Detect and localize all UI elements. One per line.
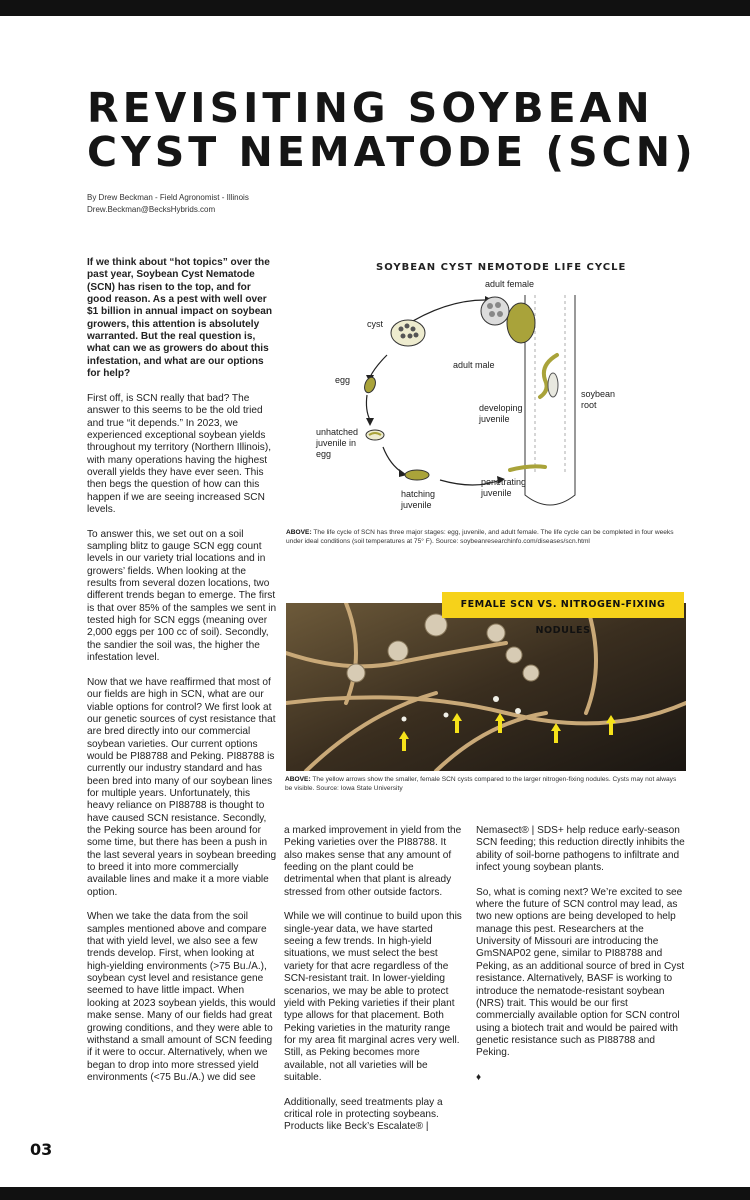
egg-shape	[363, 376, 378, 394]
article-title: REVISITING SOYBEAN CYST NEMATODE (SCN)	[87, 84, 697, 176]
paragraph: To answer this, we set out on a soil sampling blitz to gauge SCN egg count levels in our variety trial locations and in growers’ fields. When looking at the results from several dozen locations, two different trends began to emerge. The first is that over 85% of the samples we sent in tested high for SCN eggs (meaning over 2,000 eggs per 100 cc of soil). Secondly, the sandier the soil was, the higher the infestation level.	[87, 528, 277, 664]
label-unhatched-1: unhatched	[316, 427, 359, 437]
end-mark: ♦	[476, 1071, 482, 1083]
lifecycle-diagram	[295, 275, 695, 515]
top-border	[0, 0, 750, 16]
paragraph: Additionally, seed treatments play a critical role in protecting soybeans. Products like Beck’s Escalate® |	[284, 1096, 443, 1133]
developing-juvenile-shape	[548, 373, 558, 397]
paragraph: Now that we have reaffirmed that most of our fields are high in SCN, what are our viable options for control? We first look at our genetic sources of cyst resistance that are bred directly into our commercial soybean varieties. Our current options would be PI88788 and Peking. PI88788 is currently our industry standard and has been bred into many of our soybean lines for multiple years. Unfortunately, this heavy reliance on PI88788 is thought to have caused SCN resistance. Secondly, the Peking source has been around for some time, but there has been a push in the last several years in soybean breeding to breed it into more commercially available lines and make it a more viable option.	[87, 676, 277, 898]
label-soybean-1: soybean	[581, 389, 616, 399]
column-3	[476, 825, 686, 1097]
caption-text: The yellow arrows show the smaller, female SCN cysts compared to the larger nitrogen-fixing nodules. Cysts may not always be visible. Source: Iowa State University	[285, 776, 677, 792]
caption-label: ABOVE:	[286, 529, 312, 536]
label-developing-2: juvenile	[479, 414, 510, 424]
arrow-cyst-to-egg	[370, 355, 387, 377]
paragraph: Nemasect® | SDS+ help reduce early-season SCN feeding; this reduction directly inhibits the ability of soil-borne pathogens to infiltrate and infect young soybean plants.	[476, 825, 685, 874]
adult-female-shape	[507, 303, 535, 343]
byline	[87, 192, 249, 216]
label-egg: egg	[335, 375, 351, 385]
label-soybean-2: root	[581, 400, 597, 410]
unhatched-egg-shape	[366, 430, 384, 440]
paragraph: While we will continue to build upon this single-year data, we have started seeing a few trends. In high-yield situations, we must select the best variety for that acre regardless of the SCN-resistant trait. In lower-yielding scenarios, we may be able to protect yield with Peking varieties if their plant type allows for that placement. Both Peking varieties in the maturity range for my area fit marginal acres very well. Still, as Peking becomes more available, not all varieties will be suitable.	[284, 911, 462, 1083]
lifecycle-caption	[286, 528, 686, 546]
photo-banner: FEMALE SCN VS. NITROGEN-FIXING NODULES	[442, 592, 684, 618]
label-unhatched-3: egg	[316, 449, 332, 459]
penetrating-juvenile-shape	[510, 466, 545, 470]
label-penetrating-2: juvenile	[481, 488, 512, 498]
label-hatching-1: hatching	[401, 489, 436, 499]
caption-text: The life cycle of SCN has three major stages: egg, juvenile, and adult female. The life cycle can be completed in four weeks under ideal conditions (soil temperatures at 75° F). Source: soybeanresearchinfo.com/diseases/scn.html	[286, 529, 674, 545]
photo-caption	[285, 775, 685, 793]
roots-photo	[286, 603, 686, 771]
label-cyst: cyst	[367, 319, 384, 329]
column-1	[87, 257, 277, 1097]
paragraph: When we take the data from the soil samples mentioned above and compare that with yield level, we also see a few trends develop. First, when looking at high-yielding environments (>75 Bu./A.), soybean cyst level and resistance gene seemed to have little impact. When looking at 2023 soybean yields, this would make sense. Many of our fields had great growing conditions, and they were able to withstand a small amount of SCN feeding if it were to occur. Alternatively, when we began to drop into more stressed yield environments (<75 Bu./A.) we did see	[87, 911, 276, 1083]
label-hatching-2: juvenile	[401, 500, 432, 510]
label-adult-male: adult male	[453, 360, 495, 370]
paragraph: a marked improvement in yield from the Peking varieties over the PI88788. It also makes sense that any amount of feeding on the plant could be detrimental when that plant is already stressed from other outside factors.	[284, 825, 462, 898]
author-line: By Drew Beckman - Field Agronomist - Illinois	[87, 193, 249, 202]
arrow-to-hatching	[383, 447, 403, 473]
label-adult-female: adult female	[485, 279, 535, 289]
page-number: 03	[30, 1140, 53, 1159]
arrow-egg-to-unhatched	[366, 395, 370, 420]
hatching-juvenile-shape	[405, 470, 429, 480]
bottom-border	[0, 1187, 750, 1200]
label-penetrating-1: penetrating	[481, 477, 527, 487]
egg-mass	[481, 297, 509, 325]
lifecycle-title: SOYBEAN CYST NEMOTODE LIFE CYCLE	[376, 262, 627, 273]
caption-label: ABOVE:	[285, 776, 311, 783]
paragraph: First off, is SCN really that bad? The answer to this seems to be the old tried and true “it depends.” In 2023, we experienced exceptional soybean yields throughout my territory (Northern Illinois), with many operations having the highest overall yields they have ever seen. This then begs the question of how can this happen if we are seeing increased SCN levels.	[87, 392, 271, 515]
paragraph: So, what is coming next? We’re excited to see where the future of SCN control may lead, as two new options are being developed to help manage this pest. Researchers at the University of Missouri are introducing the GmSNAP02 gene, similar to PI88788 and Peking, as an additional source of bred in Cyst resistance. Alternatively, BASF is working to introduce the nematode-resistant soybean (NRS) trait. This would be our first commercially available option for SCN control using a biotech trait and would be paired with genetic resistance such as PI88788 and Peking.	[476, 886, 685, 1059]
author-email[interactable]: Drew.Beckman@BecksHybrids.com	[87, 205, 216, 214]
label-developing-1: developing	[479, 403, 523, 413]
label-unhatched-2: juvenile in	[316, 438, 357, 448]
intro-paragraph: If we think about “hot topics” over the past year, Soybean Cyst Nematode (SCN) has risen to the top, and for good reason. As a pest with well over $1 billion in annual impact on soybean growers, this attention is absolutely warranted. But the real question is, what can we as growers do about this infestation, and what are our options for help?	[87, 257, 273, 380]
column-2	[284, 825, 464, 1146]
